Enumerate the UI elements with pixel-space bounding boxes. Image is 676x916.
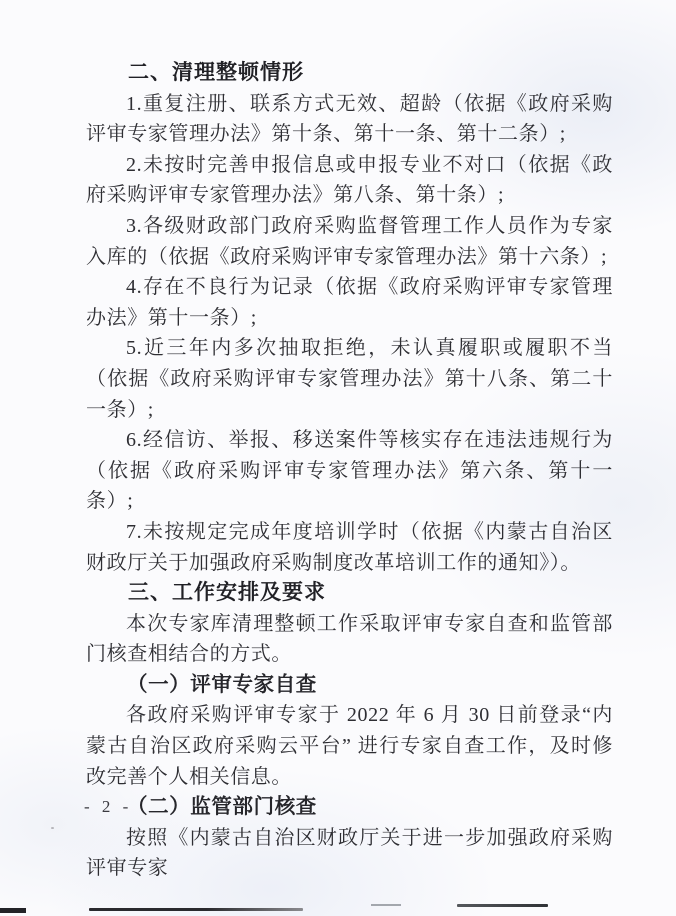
paragraph: 各政府采购评审专家于 2022 年 6 月 30 日前登录“内蒙古自治区政府采购云平台” 进行专家自查工作，及时修改完善个人相关信息。 bbox=[86, 704, 613, 788]
paragraph: 本次专家库清理整顿工作采取评审专家自查和监管部门核查相结合的方式。 bbox=[86, 612, 613, 666]
scan-speck bbox=[51, 827, 54, 829]
paragraph: 2.未按时完善申报信息或申报专业不对口（依据《政府采购评审专家管理办法》第八条、第十条）; bbox=[86, 153, 613, 207]
scan-artifact-line bbox=[0, 908, 26, 913]
subsection-heading: （二）监管部门核查 bbox=[127, 796, 317, 819]
paragraph: 5.近三年内多次抽取拒绝，未认真履职或履职不当（依据《政府采购评审专家管理办法》第十八条、第二十一条）; bbox=[86, 337, 613, 421]
subsection-heading: （一）评审专家自查 bbox=[127, 673, 317, 696]
paragraph: 按照《内蒙古自治区财政厅关于进一步加强政府采购评审专家 bbox=[86, 826, 613, 880]
scan-artifact-line bbox=[457, 904, 548, 907]
page-number: - 2 - bbox=[84, 797, 133, 816]
paragraph: 1.重复注册、联系方式无效、超龄（依据《政府采购评审专家管理办法》第十条、第十一条、第十二条）; bbox=[86, 92, 613, 146]
scan-artifact-line bbox=[371, 904, 401, 906]
section-heading: 二、清理整顿情形 bbox=[128, 61, 304, 84]
paragraph: 4.存在不良行为记录（依据《政府采购评审专家管理办法》第十一条）; bbox=[86, 276, 613, 329]
scan-artifact-line bbox=[89, 908, 303, 911]
paragraph: 3.各级财政部门政府采购监督管理工作人员作为专家入库的（依据《政府采购评审专家管理办法》第十六条）; bbox=[86, 214, 613, 268]
paragraph: 6.经信访、举报、移送案件等核实存在违法违规行为（依据《政府采购评审专家管理办法》第六条、第十一条）; bbox=[86, 429, 613, 513]
paragraph: 7.未按规定完成年度培训学时（依据《内蒙古自治区财政厅关于加强政府采购制度改革培训工作的通知》）。 bbox=[86, 520, 613, 574]
section-heading: 三、工作安排及要求 bbox=[128, 581, 326, 605]
document-body bbox=[86, 58, 613, 884]
